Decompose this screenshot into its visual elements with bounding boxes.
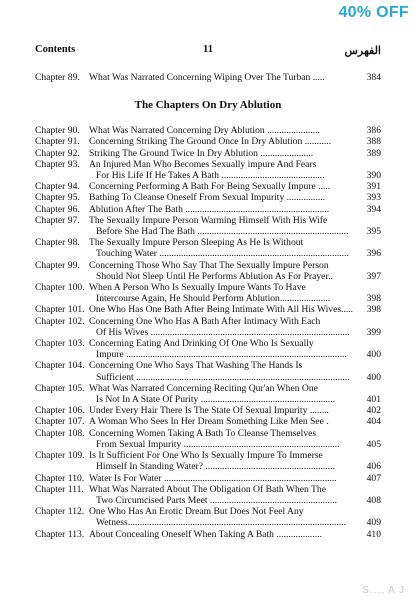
- chapter-title-line: Before She Had The Bath ...............................................................: [96, 226, 349, 238]
- toc-entry: [35, 282, 381, 304]
- chapter-title-line: Striking The Ground Twice In Dry Ablution ......................: [89, 147, 314, 159]
- chapter-number: Chapter 99.: [35, 259, 80, 271]
- toc-entry: [35, 125, 381, 136]
- chapter-title-line: Concerning Those Who Say That The Sexually Impure Person: [89, 259, 329, 271]
- chapter-page-number: 384: [366, 72, 381, 83]
- chapter-title-line: A Woman Who Sees In Her Dream Something Like Men See .: [89, 416, 329, 428]
- chapter-title-line: Under Every Hair There Is The State Of Sexual Impurity ........: [89, 405, 329, 417]
- page-header: [35, 44, 381, 60]
- chapter-number: Chapter 97.: [35, 214, 80, 226]
- chapter-page-number: 386: [366, 125, 381, 137]
- chapter-title: [89, 136, 359, 147]
- chapter-title-line: For His Life If He Takes A Bath ...........................................: [96, 170, 325, 182]
- chapter-title: [89, 405, 359, 416]
- toc-entry: [35, 260, 381, 282]
- chapter-title-line: Sufficient .........................................................................................: [96, 371, 350, 383]
- chapter-page-number: 391: [366, 181, 381, 193]
- chapter-title-line: Intercourse Again, He Should Perform Ablution.....................: [96, 293, 331, 305]
- chapter-page-number: 405: [366, 438, 381, 450]
- chapter-page-number: 393: [366, 192, 381, 204]
- chapter-title: [89, 316, 359, 338]
- chapter-number: Chapter 111.: [35, 483, 84, 495]
- chapter-title-line: Wetness...........................................................................................: [96, 517, 346, 529]
- toc-entry: [35, 316, 381, 338]
- chapter-title: [89, 237, 359, 259]
- toc-entry: [35, 383, 381, 405]
- toc-entry: [35, 450, 381, 472]
- chapter-number: Chapter 108.: [35, 427, 85, 439]
- chapter-title-line: From Sexual Impurity .................................................................: [96, 438, 340, 450]
- chapter-number: Chapter 96.: [35, 203, 80, 215]
- toc-entry: [35, 204, 381, 215]
- toc-entry: [35, 416, 381, 427]
- toc-entry: [35, 181, 381, 192]
- toc-entry: [35, 148, 381, 159]
- chapter-page-number: 397: [366, 270, 381, 282]
- chapter-page-number: 410: [366, 528, 381, 540]
- chapter-title-line: Touching Water ...............................................................................: [96, 248, 349, 260]
- chapter-page-number: 400: [366, 371, 381, 383]
- toc-entry: [35, 338, 381, 360]
- chapter-page-number: 401: [366, 394, 381, 406]
- chapter-page-number: 409: [366, 517, 381, 529]
- chapter-title-line: About Concealing Oneself When Taking A Bath ...................: [89, 528, 322, 540]
- chapter-page-number: 399: [366, 326, 381, 338]
- chapter-number: Chapter 90.: [35, 125, 80, 137]
- chapter-title: [89, 473, 359, 484]
- chapter-title-line: The Sexually Impure Person Warming Himself With His Wife: [89, 214, 328, 226]
- chapter-page-number: 395: [366, 226, 381, 238]
- chapter-title: [89, 125, 359, 136]
- chapter-page-number: 390: [366, 170, 381, 182]
- chapter-title-line: Concerning One Who Has A Bath After Intimacy With Each: [89, 315, 321, 327]
- chapter-number: Chapter 93.: [35, 158, 80, 170]
- chapter-title-line: An Injured Man Who Becomes Sexually impure And Fears: [89, 158, 317, 170]
- chapter-title-line: Concerning Women Taking A Bath To Cleanse Themselves: [89, 427, 317, 439]
- chapter-title: [89, 282, 359, 304]
- chapter-number: Chapter 100.: [35, 282, 85, 294]
- chapter-title-line: Is It Sufficient For One Who Is Sexually Impure To Immerse: [89, 450, 323, 462]
- discount-badge: 40% OFF: [338, 4, 409, 21]
- chapter-number: Chapter 113.: [35, 528, 85, 540]
- chapter-title-line: What Was Narrated Concerning Dry Ablution ......................: [89, 125, 320, 137]
- chapter-number: Chapter 105.: [35, 382, 85, 394]
- chapter-title: [89, 484, 359, 506]
- chapter-number: Chapter 91.: [35, 136, 80, 148]
- chapter-title-line: Concerning Striking The Ground Once In Dry Ablution ...........: [89, 136, 332, 148]
- chapter-title-line: What Was Narrated About The Obligation Of Bath When The: [89, 483, 326, 495]
- chapter-page-number: 407: [366, 472, 381, 484]
- chapter-number: Chapter 112.: [35, 506, 85, 518]
- chapter-title: [89, 450, 359, 472]
- chapter-page-number: 404: [366, 416, 381, 428]
- chapter-title: [89, 383, 359, 405]
- toc-entry: [35, 529, 381, 540]
- header-contents-label: Contents: [35, 44, 76, 55]
- chapter-title: [89, 192, 359, 203]
- chapter-title: [89, 148, 359, 159]
- toc-entry: [35, 304, 381, 315]
- chapter-title: [89, 416, 359, 427]
- chapter-number: Chapter 107.: [35, 416, 85, 428]
- chapter-page-number: 408: [366, 494, 381, 506]
- chapter-number: Chapter 89.: [35, 72, 80, 83]
- chapter-number: Chapter 110.: [35, 472, 85, 484]
- chapter-page-number: 388: [366, 136, 381, 148]
- toc-entry: [35, 72, 381, 83]
- chapter-page-number: 400: [366, 349, 381, 361]
- chapter-title-line: What Was Narrated Concerning Wiping Over The Turban .....: [89, 72, 325, 83]
- chapter-title-line: Water Is For Water ........................................................................: [89, 472, 337, 484]
- section-title: The Chapters On Dry Ablution: [134, 99, 282, 112]
- chapter-number: Chapter 102.: [35, 315, 85, 327]
- chapter-title: [89, 529, 359, 540]
- toc-entry: [35, 237, 381, 259]
- chapter-title-line: When A Person Who Is Sexually Impure Wants To Have: [89, 282, 306, 294]
- chapter-title: [89, 428, 359, 450]
- chapter-number: Chapter 109.: [35, 450, 85, 462]
- chapter-page-number: 398: [366, 293, 381, 305]
- chapter-title: [89, 360, 359, 382]
- chapter-number: Chapter 106.: [35, 405, 85, 417]
- chapter-number: Chapter 104.: [35, 360, 85, 372]
- toc-entry: [35, 506, 381, 528]
- chapter-title-line: One Who Has One Bath After Being Intimate With All His Wives.....: [89, 304, 354, 316]
- chapter-page-number: 406: [366, 461, 381, 473]
- chapter-title: [89, 181, 359, 192]
- toc-entry: [35, 484, 381, 506]
- watermark-logo: S.... A J: [362, 585, 405, 596]
- chapter-page-number: 394: [366, 203, 381, 215]
- chapter-title-line: The Sexually Impure Person Sleeping As He Is Without: [89, 237, 304, 249]
- toc-entry: [35, 360, 381, 382]
- chapter-title: [89, 204, 359, 215]
- chapter-title-line: Concerning Eating And Drinking Of One Who Is Sexually: [89, 338, 314, 350]
- toc-entry: [35, 473, 381, 484]
- page-number: 11: [203, 44, 213, 55]
- toc-entries: [35, 125, 381, 540]
- chapter-title-line: Of His Wives ...................................................................................: [96, 326, 350, 338]
- chapter-title-line: Concerning One Who Says That Washing The Hands Is: [89, 360, 303, 372]
- chapter-title-line: Himself In Standing Water? ......................................................: [96, 461, 335, 473]
- toc-entry: [35, 159, 381, 181]
- chapter-title-line: What Was Narrated Concerning Reciting Qur'an When One: [89, 382, 318, 394]
- chapter-title-line: Impure ............................................................................................: [96, 349, 347, 361]
- chapter-page-number: 398: [366, 304, 382, 316]
- chapter-page-number: 389: [366, 147, 381, 159]
- chapter-title-line: Two Circumcised Parts Meet .....................................................: [96, 494, 338, 506]
- chapter-number: Chapter 94.: [35, 181, 80, 193]
- chapter-title: [89, 72, 359, 83]
- toc-entry: [35, 136, 381, 147]
- toc-entry: [35, 192, 381, 203]
- header-arabic-label: الفهرس: [344, 45, 381, 57]
- chapter-title: [89, 260, 359, 282]
- chapter-number: Chapter 98.: [35, 237, 80, 249]
- chapter-title: [89, 159, 359, 181]
- chapter-title-line: Bathing To Cleanse Oneself From Sexual Impurity ................: [89, 192, 326, 204]
- chapter-number: Chapter 92.: [35, 147, 80, 159]
- toc-first-entry: [35, 72, 381, 83]
- toc-entry: [35, 215, 381, 237]
- chapter-title-line: One Who Has An Erotic Dream But Does Not Feel Any: [89, 506, 304, 518]
- chapter-title: [89, 506, 359, 528]
- chapter-title-line: Should Not Sleep Until He Performs Ablution As For Prayer..: [96, 270, 333, 282]
- chapter-number: Chapter 95.: [35, 192, 80, 204]
- chapter-number: Chapter 101.: [35, 304, 85, 316]
- chapter-page-number: 402: [366, 405, 381, 417]
- chapter-title: [89, 338, 359, 360]
- chapter-page-number: 396: [366, 248, 381, 260]
- toc-entry: [35, 428, 381, 450]
- toc-entry: [35, 405, 381, 416]
- table-of-contents: [35, 72, 381, 540]
- chapter-title: [89, 215, 359, 237]
- chapter-title: [89, 304, 359, 315]
- chapter-title-line: Concerning Performing A Bath For Being Sexually Impure .....: [89, 181, 331, 193]
- chapter-title-line: Is Not In A State Of Purity ........................................................: [96, 394, 336, 406]
- chapter-title-line: Ablution After The Bath ............................................................: [89, 203, 330, 215]
- chapter-number: Chapter 103.: [35, 338, 85, 350]
